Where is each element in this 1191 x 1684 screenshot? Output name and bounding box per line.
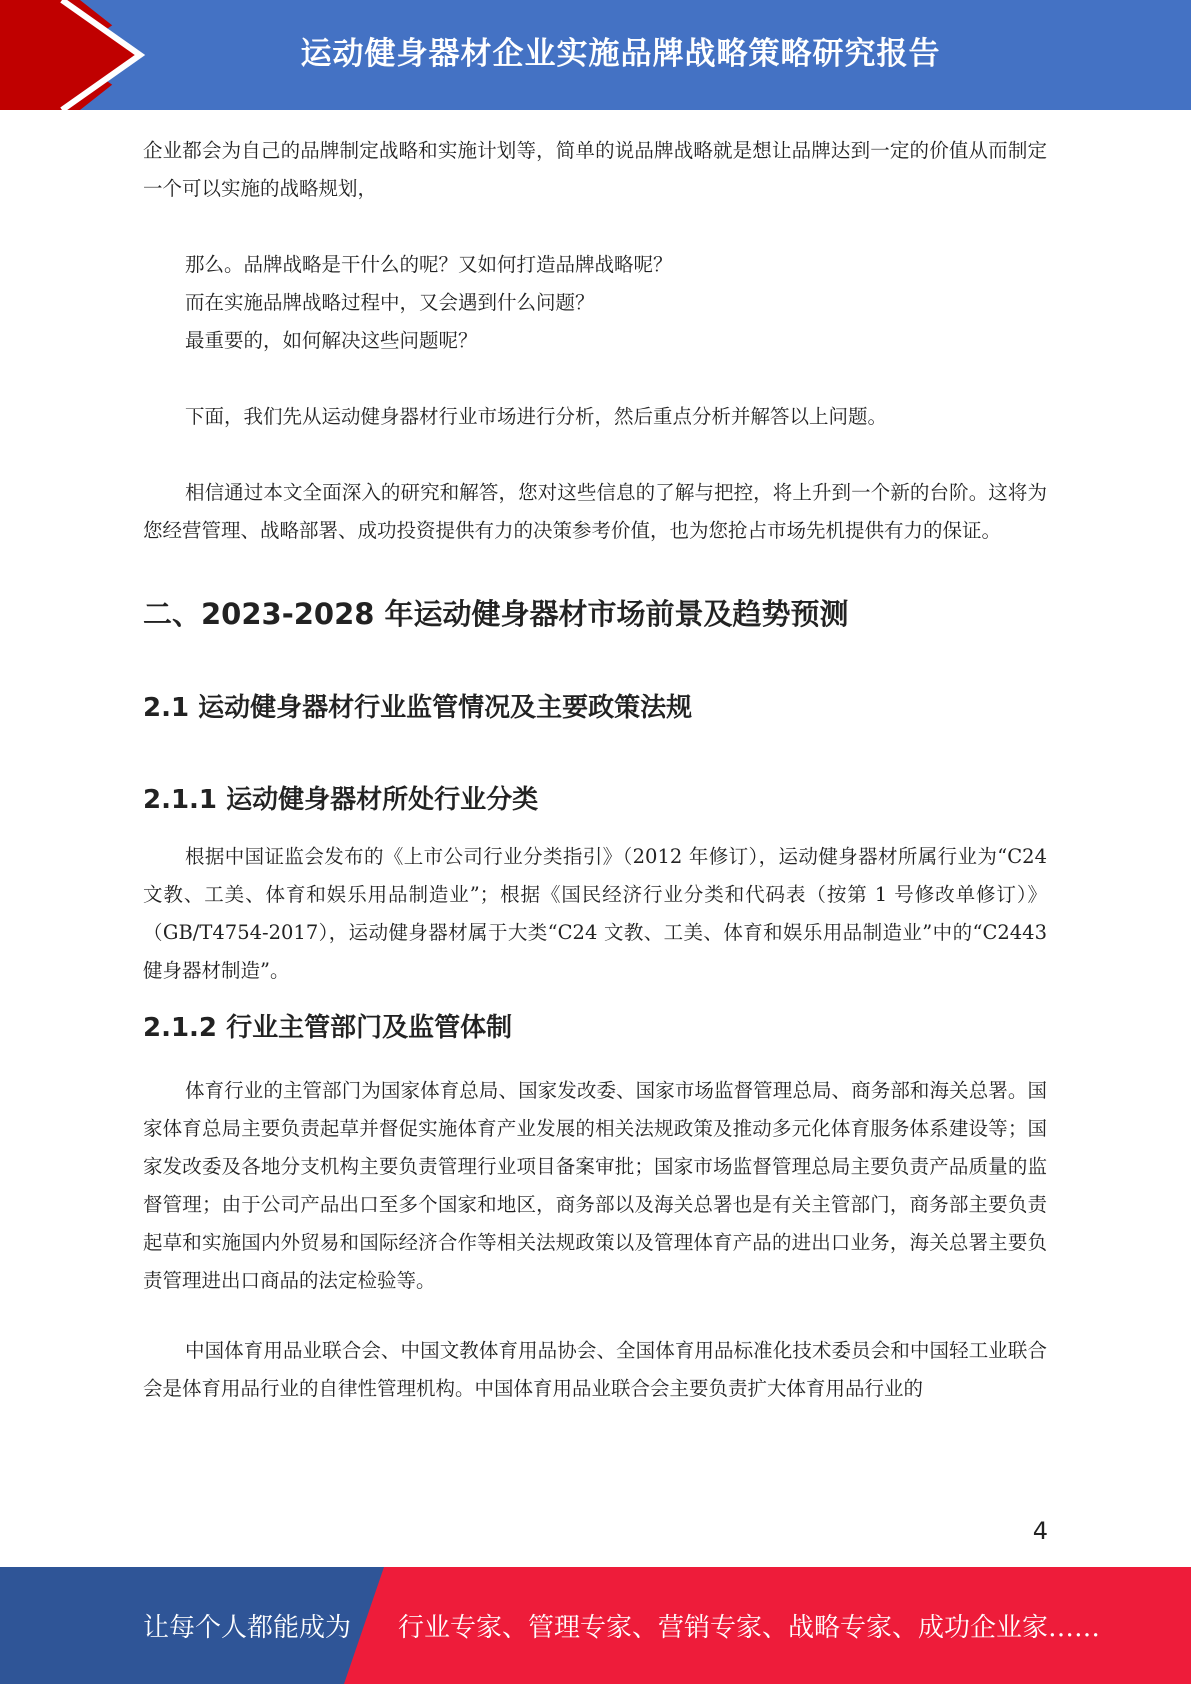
subsubsection-heading-regulation: 2.1.2 行业主管部门及监管体制 — [143, 1013, 513, 1043]
page-number: 4 — [1032, 1517, 1048, 1545]
page-body — [143, 132, 1047, 1408]
section-heading: 二、2023-2028 年运动健身器材市场前景及趋势预测 — [143, 597, 849, 631]
question-2: 而在实施品牌战略过程中，又会遇到什么问题？ — [185, 291, 595, 314]
analysis-paragraph: 下面，我们先从运动健身器材行业市场进行分析，然后重点分析并解答以上问题。 — [185, 405, 888, 428]
page-footer — [0, 1567, 1191, 1684]
footer-slogan-right: 行业专家、管理专家、营销专家、战略专家、成功企业家…… — [398, 1613, 1101, 1643]
classification-paragraph: 根据中国证监会发布的《上市公司行业分类指引》（2012 年修订），运动健身器材所属行业为“C24 文教、工美、体育和娱乐用品制造业”；根据《国民经济行业分类和代码表（按第 1 号修改单修订）》（GB/T4754-2017），运动健身器材属于大类“C24 文教、工美、体育和娱乐用品制造业”中的“C2443 健身器材制造”。 — [143, 845, 1047, 982]
question-3: 最重要的，如何解决这些问题呢？ — [185, 329, 478, 352]
associations-paragraph: 中国体育用品业联合会、中国文教体育用品协会、全国体育用品标准化技术委员会和中国轻工业联合会是体育用品行业的自律性管理机构。中国体育用品业联合会主要负责扩大体育用品行业的 — [143, 1339, 1047, 1400]
document-title: 运动健身器材企业实施品牌战略策略研究报告 — [300, 35, 941, 72]
page-header — [0, 0, 1191, 110]
regulation-paragraph: 体育行业的主管部门为国家体育总局、国家发改委、国家市场监督管理总局、商务部和海关总署。国家体育总局主要负责起草并督促实施体育产业发展的相关法规政策及推动多元化体育服务体系建设等；国家发改委及各地分支机构主要负责管理行业项目备案审批；国家市场监督管理总局主要负责产品质量的监督管理；由于公司产品出口至多个国家和地区，商务部以及海关总署也是有关主管部门，商务部主要负责起草和实施国内外贸易和国际经济合作等相关法规政策以及管理体育产品的进出口业务，海关总署主要负责管理进出口商品的法定检验等。 — [143, 1079, 1047, 1292]
subsection-heading: 2.1 运动健身器材行业监管情况及主要政策法规 — [143, 693, 693, 723]
value-paragraph: 相信通过本文全面深入的研究和解答，您对这些信息的了解与把控，将上升到一个新的台阶。这将为您经营管理、战略部署、成功投资提供有力的决策参考价值，也为您抢占市场先机提供有力的保证。 — [143, 481, 1047, 542]
footer-slogan-left: 让每个人都能成为 — [143, 1613, 352, 1643]
question-1: 那么。品牌战略是干什么的呢？又如何打造品牌战略呢？ — [185, 253, 673, 276]
subsubsection-heading-classification: 2.1.1 运动健身器材所处行业分类 — [143, 785, 539, 815]
intro-paragraph: 企业都会为自己的品牌制定战略和实施计划等，简单的说品牌战略就是想让品牌达到一定的价值从而制定一个可以实施的战略规划， — [143, 139, 1047, 200]
